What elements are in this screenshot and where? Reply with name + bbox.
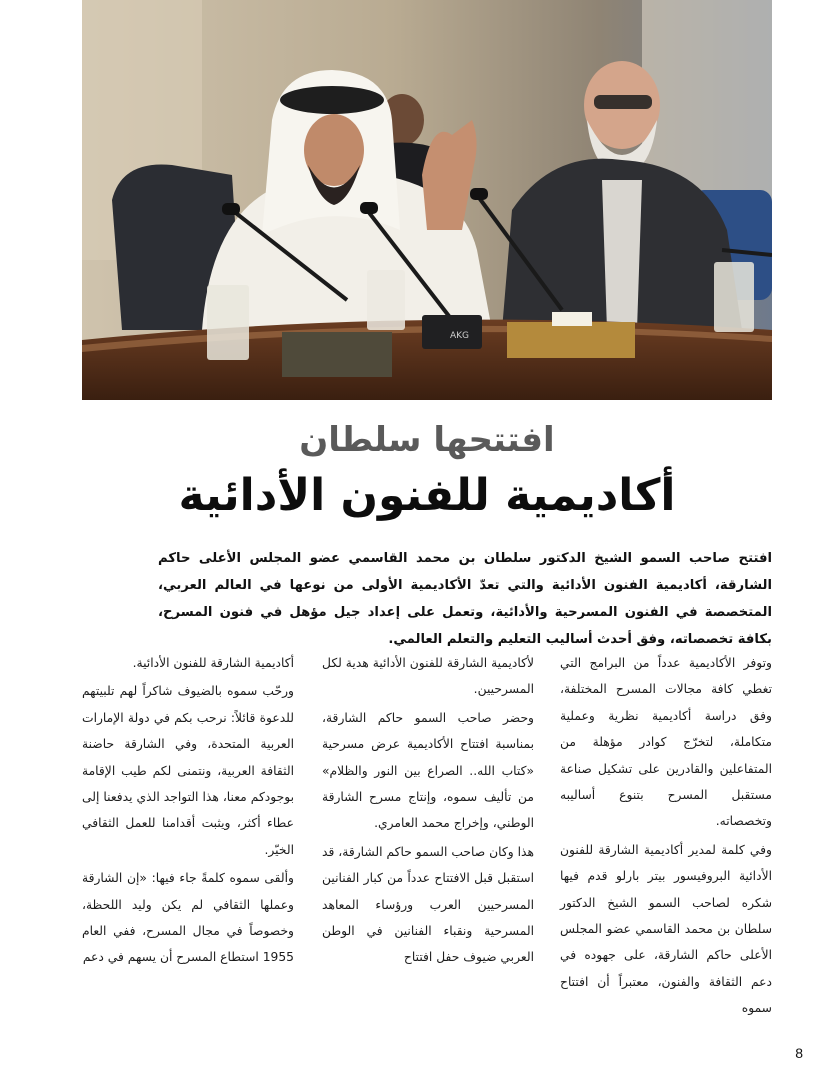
article-lead: افتتح صاحب السمو الشيخ الدكتور سلطان بن محمد القاسمي عضو المجلس الأعلى حاكم الشارقة، أكاديمية الفنون الأدائية والتي تعدّ الأكاديمية الأولى من نوعها في العالم العربي، المتخصصة في الفنون المسرحية والأدائية، وتعمل على إعداد جيل مؤهل في فنون المسرح، بكافة تخصصاته، وفق أحدث أساليب التعليم والتعلم العالمي.: [158, 551, 772, 647]
mic-brand-label: AKG: [450, 331, 470, 341]
paragraph: وفي كلمة لمدير أكاديمية الشارقة للفنون الأدائية البروفيسور بيتر بارلو قدم فيها شكره لصاحب السمو الشيخ الدكتور سلطان بن محمد القاسمي عضو المجلس الأعلى حاكم الشارقة، على جهوده في دعم الثقافة والفنون، معتبراً أن افتتاح سموه: [560, 842, 772, 1016]
article-photo: [82, 0, 772, 400]
body-column-right: [560, 650, 772, 1024]
paragraph: وحضر صاحب السمو حاكم الشارقة، بمناسبة افتتاح الأكاديمية عرض مسرحية «كتاب الله.. الصراع بين النور والظلام» من تأليف سموه، وإنتاج مسرح الشارقة الوطني، وإخراج محمد العامري.: [322, 710, 534, 831]
paragraph: هذا وكان صاحب السمو حاكم الشارقة، قد استقبل قبل الافتتاح عدداً من كبار الفنانين المسرحيين العرب ورؤساء المعاهد المسرحية ونقباء الفنانين في الوطن العربي ضيوف حفل افتتاح: [322, 844, 534, 965]
body-column-left: [82, 650, 294, 973]
paragraph: وألقى سموه كلمةً جاء فيها: «إن الشارقة وعملها الثقافي لم يكن وليد اللحظة، وخصوصاً في مجال المسرح، ففي العام 1955 استطاع المسرح أن يسهم في دعم: [82, 871, 294, 965]
page-number: 8: [795, 1045, 803, 1061]
paragraph: لأكاديمية الشارقة للفنون الأدائية هدية لكل المسرحيين.: [322, 656, 534, 697]
body-column-middle: [322, 650, 534, 973]
paragraph: أكاديمية الشارقة للفنون الأدائية.: [132, 656, 294, 670]
paragraph: ورحّب سموه بالضيوف شاكراً لهم تلبيتهم للدعوة قائلاً: نرحب بكم في دولة الإمارات العربية المتحدة، وفي الشارقة حاضنة الثقافة العربية، ونتمنى لكم طيب الإقامة بوجودكم معنا، هذا التواجد الذي يدفعنا إلى عطاء أكثر، ويثبت أقدامنا للعمل الثقافي الخيّر.: [82, 684, 294, 857]
article-kicker: افتتحها سلطان: [299, 420, 555, 460]
paragraph: وتوفر الأكاديمية عدداً من البرامج التي تغطي كافة مجالات المسرح المختلفة، وفق دراسة أكاديمية نظرية وعملية متكاملة، لتخرّج كوادر مؤهلة من المتفاعلين والقادرين على تشكيل صناعة مستقبل المسرح بتنوع أساليبه وتخصصاته.: [560, 656, 772, 829]
article-headline: أكاديمية للفنون الأدائية: [178, 470, 676, 521]
